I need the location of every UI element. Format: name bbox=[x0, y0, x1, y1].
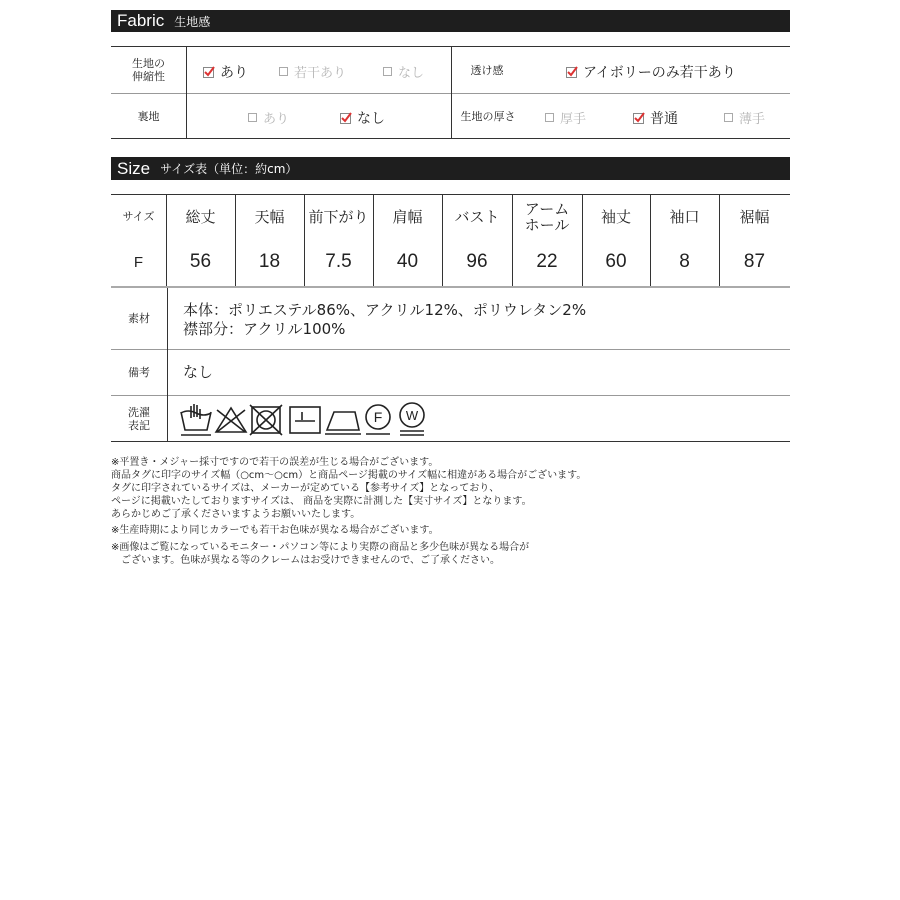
lining-label: 裏地 bbox=[137, 109, 160, 123]
size-title-ja: サイズ表（単位：約cm） bbox=[160, 162, 298, 176]
thickness-option-thin bbox=[724, 108, 765, 127]
care-icons bbox=[178, 400, 430, 438]
no-bleach-icon bbox=[216, 408, 246, 432]
divider bbox=[582, 194, 583, 286]
divider bbox=[111, 395, 790, 396]
divider bbox=[304, 194, 305, 286]
lining-option-yes bbox=[248, 108, 289, 127]
material-label: 素材 bbox=[128, 312, 150, 325]
option-label: 若干あり bbox=[294, 66, 347, 81]
size-header-cell: 総丈 bbox=[185, 208, 216, 226]
hand-wash-40-icon bbox=[181, 404, 211, 435]
stretch-option-slight bbox=[279, 62, 346, 81]
size-header-cell: アーム ホール bbox=[524, 200, 570, 234]
remarks-value: なし bbox=[183, 363, 214, 381]
size-value-cell: 18 bbox=[258, 251, 281, 272]
material-line: 襟部分：アクリル100% bbox=[183, 320, 346, 338]
divider bbox=[512, 194, 513, 286]
svg-text:F: F bbox=[373, 409, 383, 425]
size-header-cell: 前下がり bbox=[308, 208, 369, 226]
divider bbox=[235, 194, 236, 286]
size-value-cell: 96 bbox=[466, 251, 488, 272]
divider bbox=[719, 194, 720, 286]
notes bbox=[111, 456, 586, 567]
material-text bbox=[183, 301, 586, 339]
size-header-bar bbox=[111, 157, 790, 180]
note-line: タグに印字されているサイズは、メーカーが定めている【参考サイズ】となっており、 bbox=[111, 483, 500, 494]
size-value-cell: 60 bbox=[605, 251, 627, 272]
wet-clean-w-icon bbox=[400, 403, 424, 435]
divider bbox=[111, 286, 790, 288]
sheer-value-text: アイボリーのみ若干あり bbox=[583, 65, 736, 81]
note-line: ページに掲載いたしておりますサイズは、 商品を実際に計測した【実寸サイズ】となります。 bbox=[111, 496, 532, 507]
unchecked-box-icon bbox=[724, 113, 733, 122]
care-label: 洗濯 表記 bbox=[128, 405, 150, 432]
option-label: あり bbox=[220, 65, 248, 81]
option-label: なし bbox=[398, 66, 425, 81]
size-header-cell: バスト bbox=[454, 208, 500, 226]
size-header-cell: 天幅 bbox=[254, 208, 285, 226]
option-label: 厚手 bbox=[560, 112, 587, 127]
lining-option-no bbox=[340, 108, 385, 128]
dry-clean-f-icon bbox=[366, 405, 390, 434]
note-line: ※生産時期により同じカラーでも若干お色味が異なる場合がございます。 bbox=[111, 525, 439, 536]
remarks-label: 備考 bbox=[128, 366, 150, 379]
option-label: 薄手 bbox=[739, 112, 766, 127]
thickness-label: 生地の厚さ bbox=[460, 109, 516, 123]
stretch-option-yes bbox=[203, 62, 248, 82]
dry-flat-icon bbox=[290, 407, 320, 433]
size-value-cell: 40 bbox=[396, 251, 419, 272]
unchecked-box-icon bbox=[248, 113, 257, 122]
sheer-value bbox=[566, 62, 736, 82]
divider bbox=[166, 194, 167, 286]
note-line: あらかじめご了承くださいますようお願いいたします。 bbox=[111, 509, 361, 520]
stretch-label: 生地の 伸縮性 bbox=[132, 57, 165, 83]
option-label: なし bbox=[357, 111, 385, 127]
divider bbox=[186, 46, 187, 138]
thickness-option-thick bbox=[545, 108, 586, 127]
divider bbox=[650, 194, 651, 286]
size-header-cell: 肩幅 bbox=[392, 208, 423, 226]
divider bbox=[442, 194, 443, 286]
note-line: ※画像はご覧になっているモニター・パソコン等により実際の商品と多少色味が異なる場合が bbox=[111, 542, 530, 553]
fabric-header-bar bbox=[111, 10, 790, 32]
divider bbox=[111, 349, 790, 350]
no-tumble-dry-icon bbox=[250, 405, 282, 435]
note-line: 商品タグに印字のサイズ幅（○cm〜○cm）と商品ページ掲載のサイズ幅に相違がある場合がございます。 bbox=[111, 470, 587, 481]
size-value-cell: F bbox=[133, 253, 144, 271]
size-header-cell: 袖丈 bbox=[600, 208, 631, 226]
material-line: 本体：ポリエステル86%、アクリル12%、ポリウレタン2% bbox=[183, 301, 587, 319]
divider bbox=[167, 288, 168, 441]
option-label: 普通 bbox=[650, 111, 678, 127]
divider bbox=[111, 441, 790, 442]
checked-box-icon bbox=[566, 66, 578, 78]
size-value-cell: 56 bbox=[189, 251, 212, 272]
fabric-title-en: Fabric bbox=[117, 11, 165, 30]
sheer-label: 透け感 bbox=[470, 63, 504, 77]
stretch-option-none bbox=[383, 62, 424, 81]
iron-low-icon bbox=[325, 412, 361, 434]
size-value-cell: 8 bbox=[679, 251, 690, 272]
option-label: あり bbox=[263, 112, 290, 127]
size-value-cell: 22 bbox=[536, 251, 558, 272]
size-value-cell: 87 bbox=[743, 251, 766, 272]
divider bbox=[373, 194, 374, 286]
size-header-cell: 袖口 bbox=[669, 208, 700, 226]
unchecked-box-icon bbox=[545, 113, 554, 122]
thickness-option-normal bbox=[633, 108, 678, 128]
svg-text:W: W bbox=[405, 408, 419, 423]
note-line: ※平置き・メジャー採寸ですので若干の誤差が生じる場合がございます。 bbox=[111, 457, 439, 468]
checked-box-icon bbox=[203, 66, 215, 78]
unchecked-box-icon bbox=[383, 67, 392, 76]
note-line: ございます。色味が異なる等のクレームはお受けできませんので、ご了承ください。 bbox=[111, 555, 500, 566]
fabric-title-ja: 生地感 bbox=[174, 14, 211, 29]
size-header-cell: 裾幅 bbox=[739, 208, 770, 226]
size-value-cell: 7.5 bbox=[325, 251, 352, 272]
checked-box-icon bbox=[633, 112, 645, 124]
size-header-cell: サイズ bbox=[122, 210, 155, 223]
checked-box-icon bbox=[340, 112, 352, 124]
unchecked-box-icon bbox=[279, 67, 288, 76]
divider bbox=[111, 138, 790, 139]
size-title-en: Size bbox=[117, 158, 151, 178]
